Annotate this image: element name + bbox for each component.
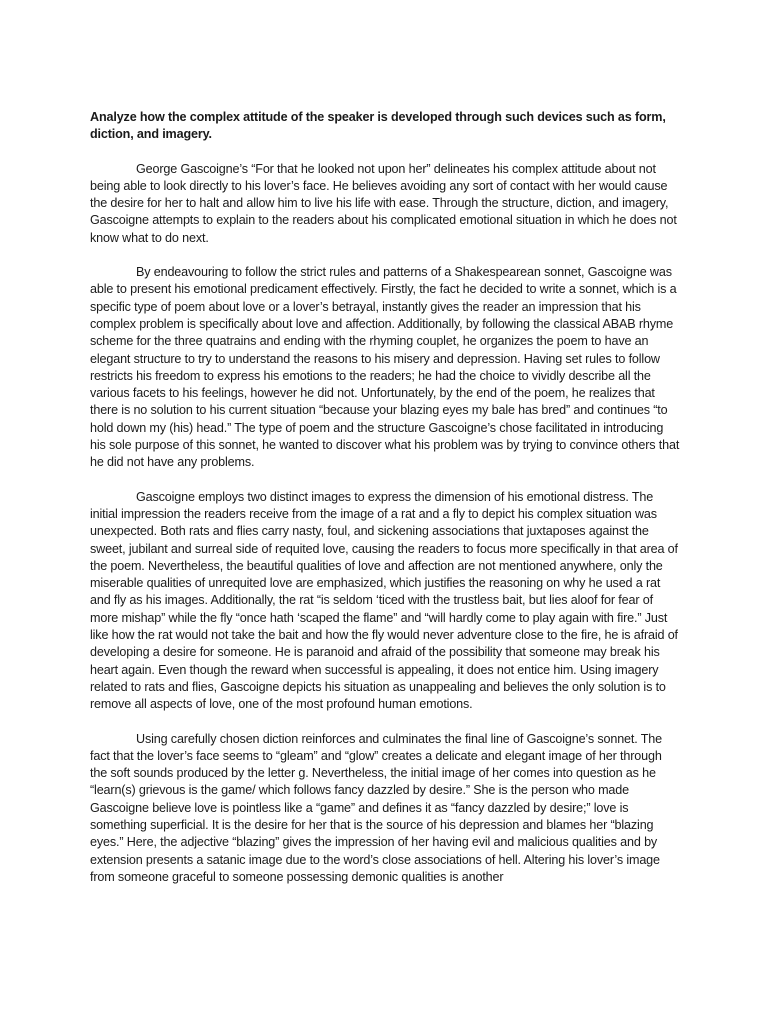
paragraph-diction: Using carefully chosen diction reinforces and culminates the final line of Gascoigne’s sonnet. The fact that the lover’s face seems to “gleam” and “glow” creates a delicate and elegant image of her through the soft sounds produced by the letter g. Nevertheless, the initial image of her comes into question as he “learn(s) grievous is the game/ which follows fancy dazzled by desire.” She is the person who made Gascoigne believe love is pointless like a “game” and defines it as “fancy dazzled by desire;” love is something superficial. It is the desire for her that is the source of his depression and blames her “blazing eyes.” Here, the adjective “blazing” gives the impression of her having evil and malicious qualities and by extension presents a satanic image due to the word’s close associations of hell. Altering his lover’s image from someone graceful to someone possessing demonic qualities is another — [90, 731, 662, 884]
document-page — [90, 109, 682, 903]
essay-prompt: Analyze how the complex attitude of the speaker is developed through such devices such as form, diction, and imagery. — [90, 110, 666, 142]
paragraph-imagery: Gascoigne employs two distinct images to express the dimension of his emotional distress. The initial impression the readers receive from the image of a rat and a fly to depict his complex situation was unexpected. Both rats and flies carry nasty, foul, and sickening associations that juxtaposes against the sweet, jubilant and surreal side of requited love, causing the readers to focus more specifically in that area of the poem. Nevertheless, the beautiful qualities of love and affection are not mentioned anywhere, only the miserable qualities of unrequited love are emphasized, which justifies the reasoning on why he used a rat and fly as his images. Additionally, the rat “is seldom ‘ticed with the trustless bait, but lies aloof for fear of more mishap” while the fly “once hath ‘scaped the flame” and “will hardly come to play again with fire.” Just like how the rat would not take the bait and how the fly would never adventure close to the fire, he is afraid of developing a desire for someone. He is paranoid and afraid of the possibility that someone may break his heart again. Even though the reward when successful is appealing, it does not entice him. Using imagery related to rats and flies, Gascoigne depicts his situation as unappealing and believes the only solution is to remove all aspects of love, one of the most profound human emotions. — [90, 489, 678, 712]
paragraph-introduction: George Gascoigne’s “For that he looked not upon her” delineates his complex attitude about not being able to look directly to his lover’s face. He believes avoiding any sort of contact with her would cause the desire for her to halt and allow him to live his life with ease. Through the structure, diction, and imagery, Gascoigne attempts to explain to the readers about his complicated emotional situation in which he does not know what to do next. — [90, 161, 677, 245]
paragraph-form: By endeavouring to follow the strict rules and patterns of a Shakespearean sonnet, Gascoigne was able to present his emotional predicament effectively. Firstly, the fact he decided to write a sonnet, which is a specific type of poem about love or a lover’s betrayal, instantly gives the reader an impression that his complex problem is specifically about love and affection. Additionally, by following the classical ABAB rhyme scheme for the three quatrains and ending with the rhyming couplet, he organizes the poem to have an elegant structure to try to understand the reasons to his misery and depression. Having set rules to follow restricts his freedom to express his emotions to the readers; he had the choice to vividly describe all the various facets to his feelings, however he did not. Unfortunately, by the end of the poem, he realizes that there is no solution to his current situation “because your blazing eyes my bale has bred” and continues “to hold down my (his) head.” The type of poem and the structure Gascoigne’s chose facilitated in introducing his sole purpose of this sonnet, he wanted to discover what his problem was by trying to convince others that he did not have any problems. — [90, 265, 680, 470]
